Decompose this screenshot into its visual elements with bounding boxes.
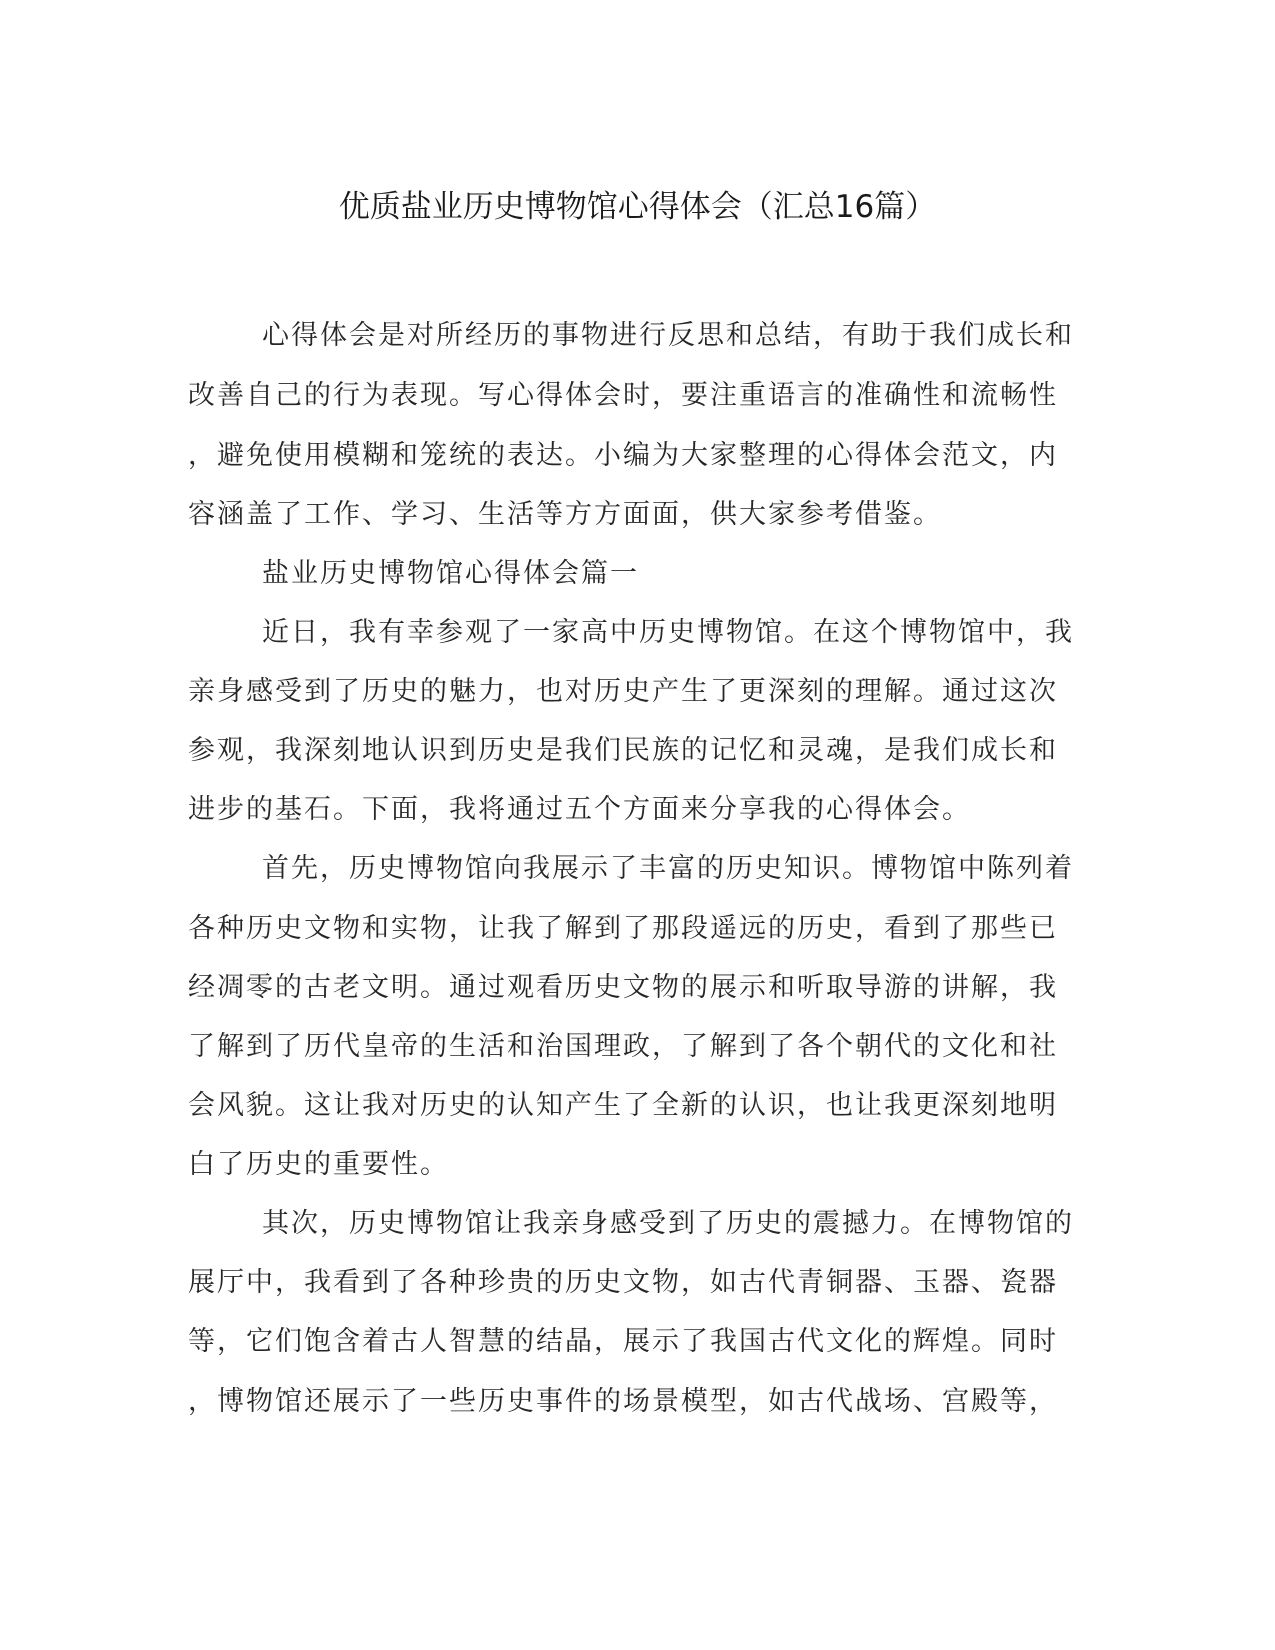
paragraph-line: 近日，我有幸参观了一家高中历史博物馆。在这个博物馆中，我 xyxy=(262,617,1074,648)
paragraph-line: 心得体会是对所经历的事物进行反思和总结，有助于我们成长和 xyxy=(262,320,1074,351)
paragraph-line: ，避免使用模糊和笼统的表达。小编为大家整理的心得体会范文，内 xyxy=(188,440,1058,471)
paragraph-line: 首先，历史博物馆向我展示了丰富的历史知识。博物馆中陈列着 xyxy=(262,853,1074,884)
section-heading: 盐业历史博物馆心得体会篇一 xyxy=(262,558,639,589)
paragraph-line: 其次，历史博物馆让我亲身感受到了历史的震撼力。在博物馆的 xyxy=(262,1208,1074,1239)
paragraph-line: 经凋零的古老文明。通过观看历史文物的展示和听取导游的讲解，我 xyxy=(188,972,1058,1003)
document-title: 优质盐业历史博物馆心得体会（汇总16篇） xyxy=(338,189,937,225)
paragraph-line: 白了历史的重要性。 xyxy=(188,1149,449,1180)
paragraph-line: 了解到了历代皇帝的生活和治国理政，了解到了各个朝代的文化和社 xyxy=(188,1031,1058,1062)
paragraph-line: 进步的基石。下面，我将通过五个方面来分享我的心得体会。 xyxy=(188,794,971,825)
paragraph-line: 等，它们饱含着古人智慧的结晶，展示了我国古代文化的辉煌。同时 xyxy=(188,1326,1058,1357)
paragraph-line: 亲身感受到了历史的魅力，也对历史产生了更深刻的理解。通过这次 xyxy=(188,676,1058,707)
paragraph-line: 会风貌。这让我对历史的认知产生了全新的认识，也让我更深刻地明 xyxy=(188,1090,1058,1121)
paragraph-line: 容涵盖了工作、学习、生活等方方面面，供大家参考借鉴。 xyxy=(188,499,942,530)
paragraph-line: 各种历史文物和实物，让我了解到了那段遥远的历史，看到了那些已 xyxy=(188,913,1058,944)
paragraph-line: 参观，我深刻地认识到历史是我们民族的记忆和灵魂，是我们成长和 xyxy=(188,735,1058,766)
paragraph-line: ，博物馆还展示了一些历史事件的场景模型，如古代战场、宫殿等， xyxy=(188,1386,1058,1417)
paragraph-line: 展厅中，我看到了各种珍贵的历史文物，如古代青铜器、玉器、瓷器 xyxy=(188,1267,1058,1298)
paragraph-line: 改善自己的行为表现。写心得体会时，要注重语言的准确性和流畅性 xyxy=(188,380,1058,411)
